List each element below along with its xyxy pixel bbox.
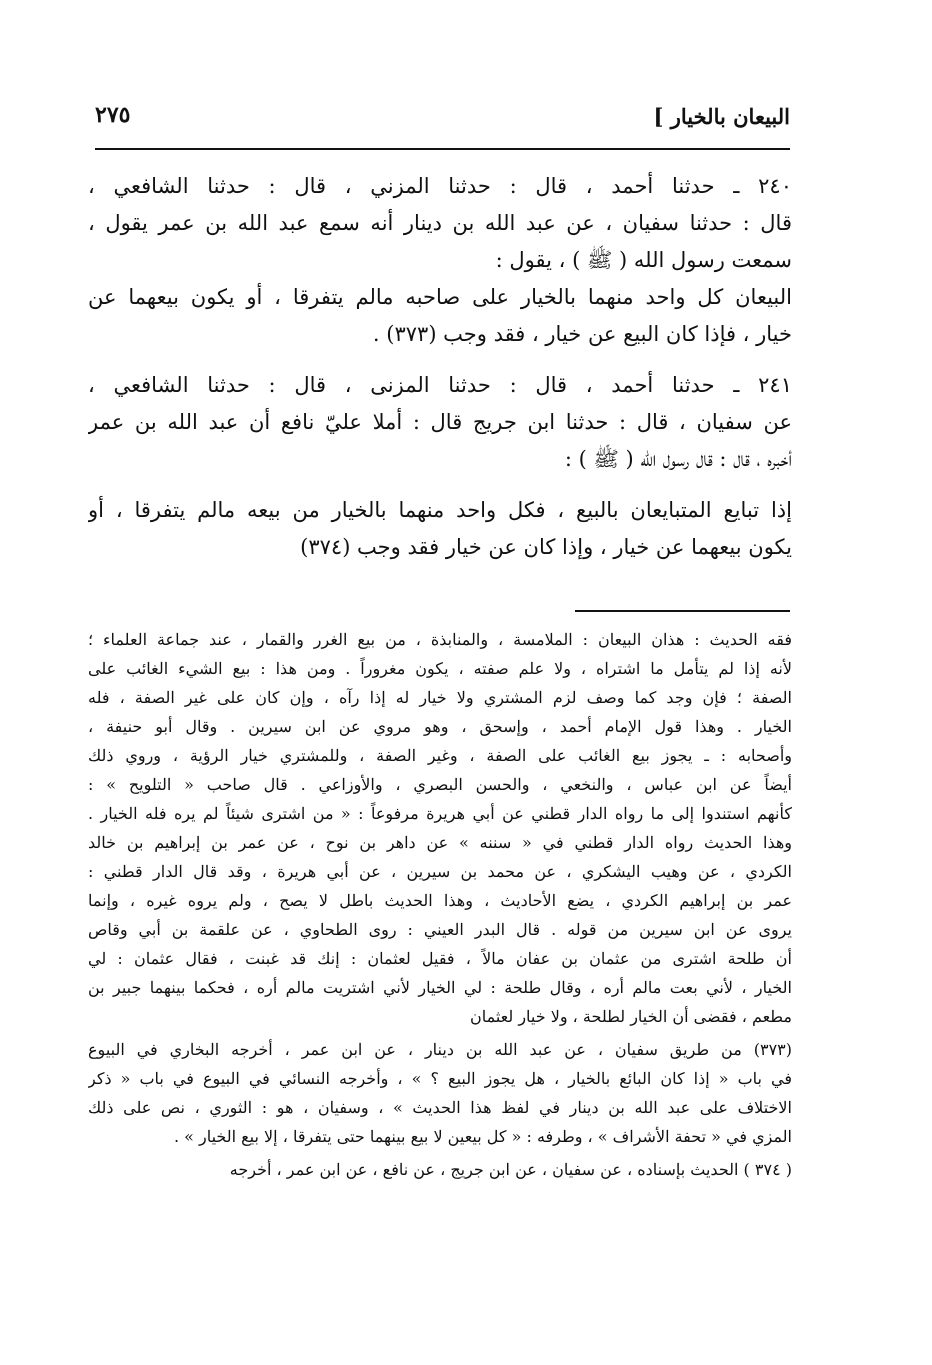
running-title: البيعان بالخيار ] <box>653 104 790 129</box>
footnote-line: وأصحابه : ـ يجوز بيع الغائب على الصفة ، وغير الصفة ، وللمشتري خيار الرؤية ، وروي ذلك <box>88 746 792 765</box>
footnote-373: (٣٧٣) من طريق سفيان ، عن عبد الله بن دينار ، عن ابن عمر ، أخرجه البخاري في البيوع <box>88 1040 792 1059</box>
footnote-373: المزي في « تحفة الأشراف » ، وطرفه : « كل بيعين لا بيع بينهما حتى يتفرقا ، إلا بيع الخيار » . <box>173 1127 792 1146</box>
footnote-373: في باب « إذا كان البائع بالخيار ، هل يجوز البيع ؟ » ، وأخرجه النسائي في البيوع في باب « ذكر <box>88 1069 792 1088</box>
footnotes <box>88 625 792 1184</box>
page-number: ٢٧٥ <box>95 102 131 128</box>
hadith-241-line: ٢٤١ ـ حدثنا أحمد ، قال : حدثنا المزنى ، قال : حدثنا الشافعي ، <box>88 373 792 397</box>
footnote-373: الاختلاف على عبد الله بن دينار في لفظ هذا الحديث » ، وسفيان ، هو : الثوري ، نص على ذلك <box>88 1098 792 1117</box>
footnote-line: أيضاً عن ابن عباس ، والنخعي ، والحسن البصري ، والأوزاعي . قال صاحب « التلويح » : <box>88 775 792 794</box>
footnote-374: ( ٣٧٤ ) الحديث بإسناده ، عن سفيان ، عن ابن جريج ، عن نافع ، عن ابن عمر ، أخرجه <box>229 1160 792 1179</box>
header-rule <box>95 148 790 150</box>
hadith-241-matn: إذا تبايع المتبايعان بالبيع ، فكل واحد منهما بالخيار من بيعه مالم يتفرقا ، أو <box>88 498 792 522</box>
footnote-line: فقه الحديث : هذان البيعان : الملامسة ، والمنابذة ، من بيع الغرر والقمار ، عند جماعة العلماء ؛ <box>88 630 792 649</box>
hadith-241-line: أخبره ، قال : قال رسول الله ( ﷺ ) : <box>564 447 792 471</box>
footnote-line: عمر بن إبراهيم الكردي ، يضع الأحاديث ، وهذا الحديث باطل لا يصح ، ولم يروه غيره ، وإنما <box>88 891 792 910</box>
page-header <box>95 98 790 138</box>
footnote-line: الخيار ، لأني بعت مالم أره ، وقال طلحة : لي الخيار لأني اشتريت مالم أره ، فحكما بينهما جبير بن <box>88 978 792 997</box>
footnote-line: يروى عن ابن سيرين من قوله . قال البدر العيني : روى الطحاوي ، عن علقمة بن أبي وقاص <box>88 920 792 939</box>
footnote-line: لأنه إذا لم يتأمل ما اشتراه ، ولا علم صفته ، يكون مغروراً . ومن هذا : بيع الشيء الغائب على <box>88 659 792 678</box>
hadith-240-line: سمعت رسول الله ( ﷺ ) ، يقول : <box>495 248 792 272</box>
footnote-line: كأنهم استندوا إلى ما رواه الدار قطني عن أبي هريرة مرفوعاً : « من اشترى شيئاً لم يره فله الخيار . <box>88 804 792 823</box>
footnote-line: أن طلحة اشترى من عثمان بن عفان مالاً ، فقيل لعثمان : إنك قد غبنت ، فقال عثمان : لي <box>88 949 792 968</box>
footnote-separator <box>575 610 790 612</box>
hadith-240-matn: خيار ، فإذا كان البيع عن خيار ، فقد وجب (٣٧٣) . <box>372 322 792 346</box>
hadith-240-matn: البيعان كل واحد منهما بالخيار على صاحبه مالم يتفرقا ، أو يكون بيعهما عن <box>88 285 792 309</box>
hadith-241-line: عن سفيان ، قال : حدثنا ابن جريج قال : أملا عليّ نافع أن عبد الله بن عمر <box>88 410 792 434</box>
hadith-240-line: قال : حدثنا سفيان ، عن عبد الله بن دينار أنه سمع عبد الله بن عمر يقول ، <box>88 211 792 235</box>
hadith-text <box>88 168 792 566</box>
hadith-240-line: ٢٤٠ ـ حدثنا أحمد ، قال : حدثنا المزني ، قال : حدثنا الشافعي ، <box>88 174 792 198</box>
footnote-line: الخيار . وهذا قول الإمام أحمد ، وإسحق ، وهو مروي عن ابن سيرين . وقال أبو حنيفة ، <box>88 717 792 736</box>
footnote-line: وهذا الحديث رواه الدار قطني في « سننه » عن داهر بن نوح ، عن عمر بن إبراهيم بن خالد <box>88 833 792 852</box>
footnote-line: الكردي ، عن وهيب اليشكري ، عن محمد بن سيرين ، عن أبي هريرة ، وقد قال الدار قطني : <box>88 862 792 881</box>
hadith-241-matn: يكون بيعهما عن خيار ، وإذا كان عن خيار فقد وجب (٣٧٤) <box>300 535 792 559</box>
footnote-line: الصفة ؛ فإن وجد كما وصف لزم المشتري ولا خيار له إذا رآه ، وإن كان على غير الصفة ، فله <box>88 688 792 707</box>
footnote-line: مطعم ، فقضى أن الخيار لطلحة ، ولا خيار لعثمان <box>469 1007 792 1026</box>
